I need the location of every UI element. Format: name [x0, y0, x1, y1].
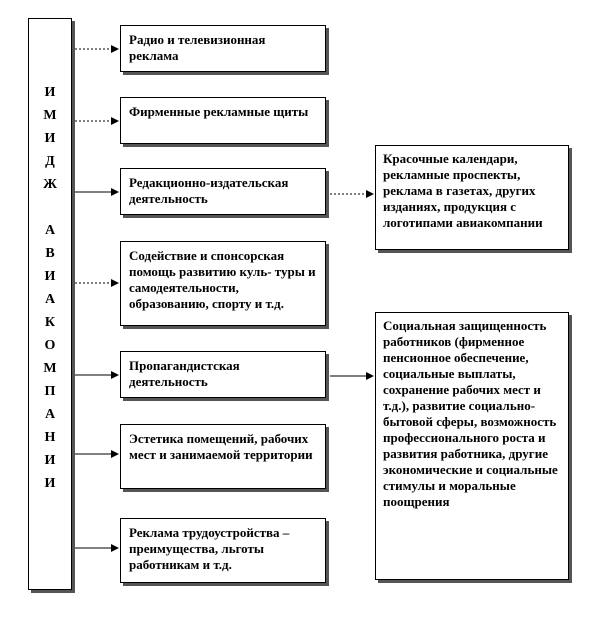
box-publishing: Редакционно-издательская деятельность	[120, 168, 326, 215]
image-title-box	[28, 18, 72, 590]
title-letter: Д	[45, 154, 55, 169]
title-letter: А	[44, 292, 56, 307]
box-aesthetics: Эстетика помещений, рабочих мест и занимаемой территории	[120, 424, 326, 489]
title-letter: И	[44, 476, 56, 491]
box-radio-tv: Радио и телевизионная реклама	[120, 25, 326, 72]
title-letter: И	[44, 269, 56, 284]
title-letter: В	[45, 246, 55, 261]
box-signboards: Фирменные рекламные щиты	[120, 97, 326, 144]
title-word-gap	[29, 196, 71, 219]
title-letter: И	[44, 453, 56, 468]
title-letter: И	[44, 131, 56, 146]
title-letter: Н	[44, 430, 56, 445]
title-letter: А	[44, 223, 56, 238]
title-letter: П	[44, 384, 56, 399]
box-printed-materials: Красочные календари, рекламные проспекты, реклама в газетах, других изданиях, продукция с логотипами авиакомпании	[375, 145, 569, 250]
title-letter: Ж	[43, 177, 57, 192]
box-social-protection: Социальная защищенность работников (фирменное пенсионное обеспечение, социальные выплаты, сохранение рабочих мест и т.д.), развитие социально-бытовой сферы, возможность профессионального роста и развития работника, другие экономические и социальные стимулы и моральные поощрения	[375, 312, 569, 580]
image-title-letters	[29, 81, 71, 495]
box-propaganda: Пропагандистская деятельность	[120, 351, 326, 398]
title-letter: И	[44, 85, 56, 100]
box-sponsorship: Содействие и спонсорская помощь развитию куль- туры и самодеятельности, образованию, спорту и т.д.	[120, 241, 326, 326]
title-letter: К	[44, 315, 56, 330]
title-letter: М	[43, 361, 57, 376]
box-employment: Реклама трудоустройства – преимущества, льготы работникам и т.д.	[120, 518, 326, 583]
title-letter: О	[44, 338, 56, 353]
title-letter: А	[44, 407, 56, 422]
title-letter: М	[43, 108, 57, 123]
